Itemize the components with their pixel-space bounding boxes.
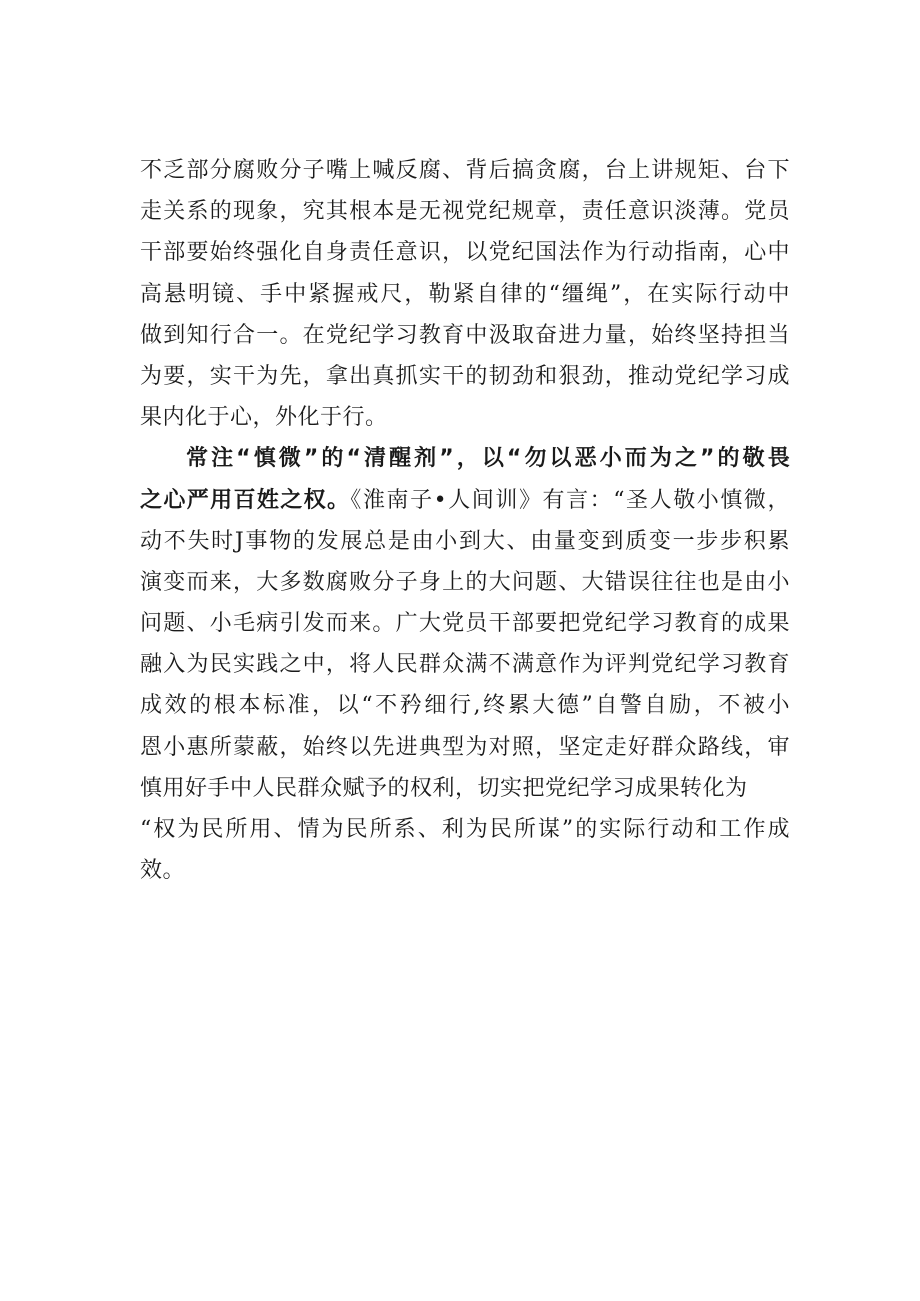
text-line: 果内化于心，外化于行。 (140, 405, 388, 431)
text-line: 慎用好手中人民群众赋予的权利，切实把党纪学习成果转化为 (140, 775, 748, 801)
text-line: 动不失时J事物的发展总是由小到大、由量变到质变一步步积累 (140, 528, 790, 554)
text-line: 演变而来，大多数腐败分子身上的大问题、大错误往往也是由小 (140, 569, 790, 595)
text-line: “权为民所用、情为民所系、利为民所谋”的实际行动和工作成 (140, 817, 790, 842)
quote-intro: 《淮南子•人间训》有言：“圣人敬小慎微， (350, 487, 790, 513)
text-line: 恩小惠所蒙蔽，始终以先进典型为对照，坚定走好群众路线，审 (140, 734, 790, 760)
text-line: 做到知行合一。在党纪学习教育中汲取奋进力量，始终坚持担当 (140, 322, 790, 348)
text-line: 问题、小毛病引发而来。广大党员干部要把党纪学习教育的成果 (140, 611, 790, 637)
text-line: 不乏部分腐败分子嘴上喊反腐、背后搞贪腐，台上讲规矩、台下 (140, 158, 790, 183)
document-body (140, 150, 790, 891)
text-line: 为要，实干为先，拿出真抓实干的韧劲和狠劲，推动党纪学习成 (140, 363, 790, 389)
paragraph-heading-end: 之心严用百姓之权。 (140, 487, 351, 513)
text-line: 高悬明镜、手中紧握戒尺，勒紧自律的“缰绳”，在实际行动中 (140, 281, 790, 307)
paragraph-1 (140, 150, 790, 438)
paragraph-heading: 常注“慎微”的“清醒剂”，以“勿以恶小而为之”的敬畏 (186, 446, 790, 472)
text-line: 成效的根本标准，以“不矜细行,终累大德”自警自励，不被小 (140, 693, 790, 719)
text-line: 效。 (140, 858, 186, 884)
text-line: 走关系的现象，究其根本是无视党纪规章，责任意识淡薄。党员 (140, 199, 790, 225)
paragraph-2 (140, 438, 790, 891)
text-line: 干部要始终强化自身责任意识，以党纪国法作为行动指南，心中 (140, 240, 790, 266)
text-line: 融入为民实践之中，将人民群众满不满意作为评判党纪学习教育 (140, 652, 790, 678)
heading-continuation-line (140, 480, 790, 521)
